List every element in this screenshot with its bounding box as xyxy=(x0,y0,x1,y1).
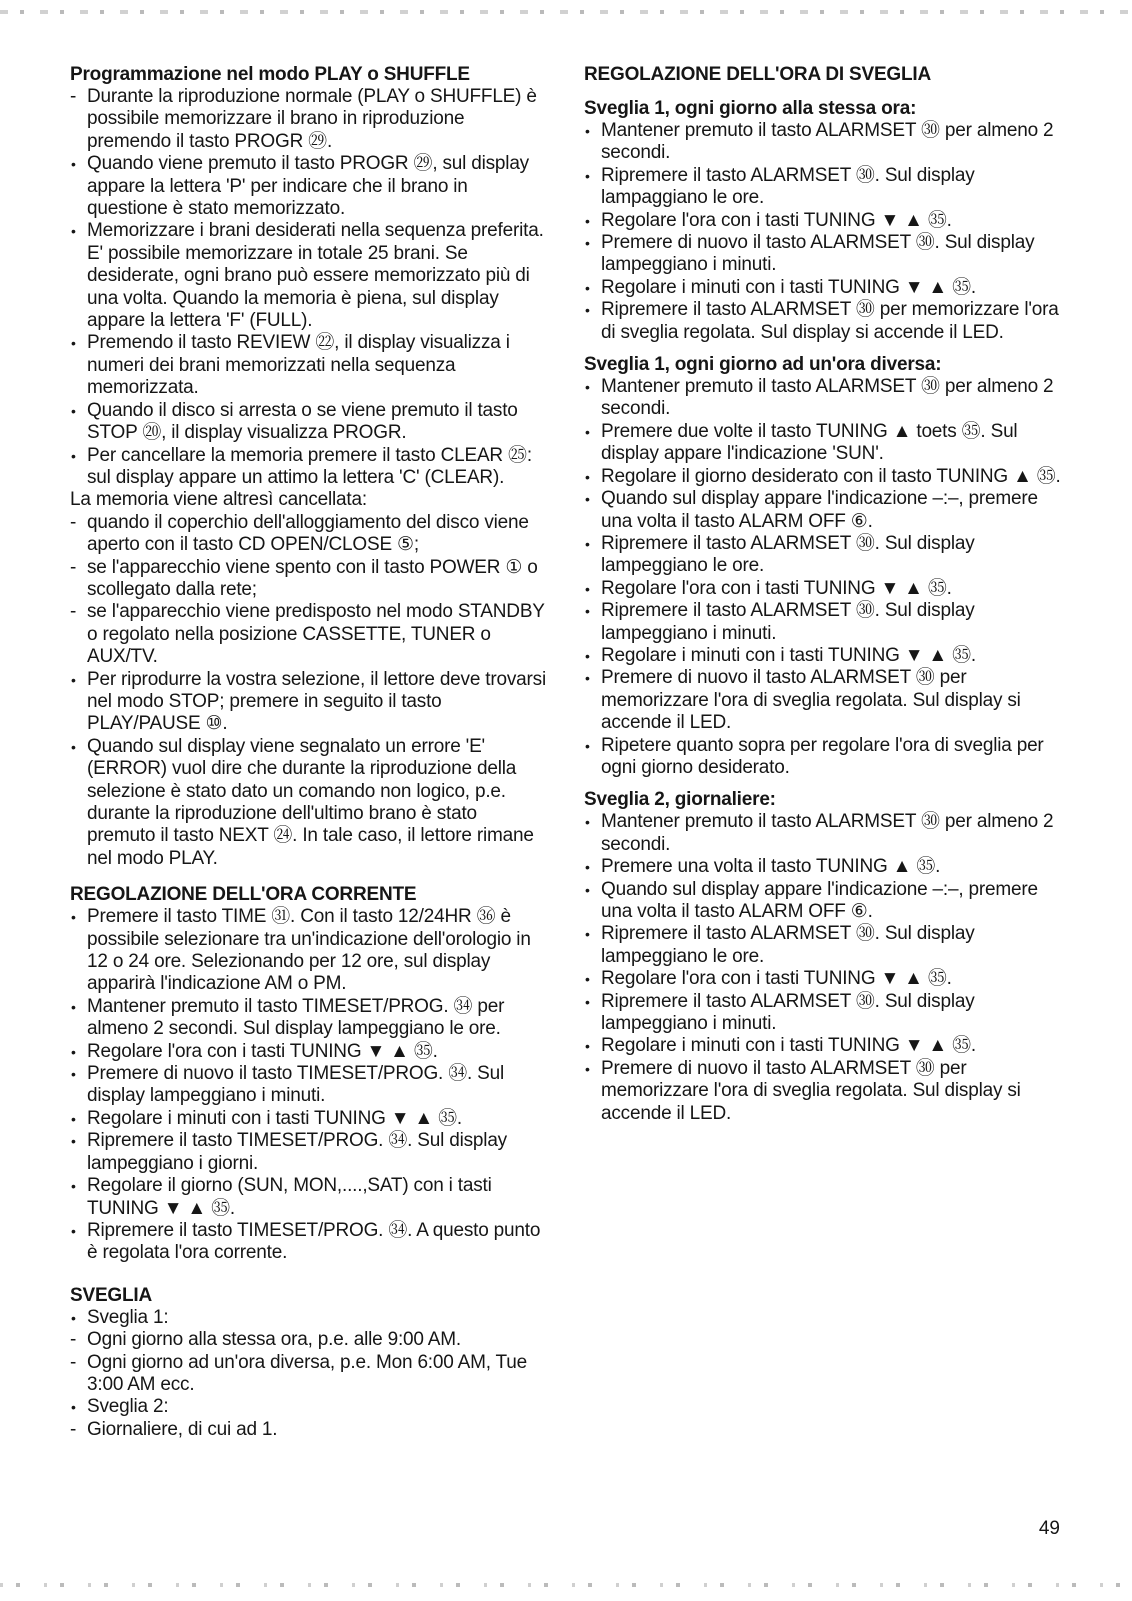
list-item-text: Premere di nuovo il tasto ALARMSET ㉚. Sul display lampeggiano i minuti. xyxy=(601,232,1035,276)
list-item-text: Ripremere il tasto ALARMSET ㉚. Sul display lampeggiano le ore. xyxy=(601,923,975,967)
left-column xyxy=(70,64,550,1441)
list-item-text: Ogni giorno alla stessa ora, p.e. alle 9:00 AM. xyxy=(87,1329,461,1351)
list-item-text: Regolare l'ora con i tasti TUNING ▼ ▲ ㉟. xyxy=(601,577,952,599)
list-item-text: Premere di nuovo il tasto ALARMSET ㉚ per memorizzare l'ora di sveglia regolata. Sul display si accende il LED. xyxy=(601,1057,1021,1124)
list-marker: • xyxy=(585,603,590,620)
list-item-text: Regolare l'ora con i tasti TUNING ▼ ▲ ㉟. xyxy=(601,209,952,231)
list-item-text: Quando sul display appare l'indicazione –:–, premere una volta il tasto ALARM OFF ⑥. xyxy=(601,878,1038,922)
list-marker: • xyxy=(71,1309,76,1326)
list-marker: • xyxy=(71,1043,76,1060)
list-item xyxy=(70,557,550,602)
list-item xyxy=(584,376,1066,421)
list-item-text: Regolare il giorno (SUN, MON,....,SAT) con i tasti TUNING ▼ ▲ ㉟. xyxy=(87,1175,492,1219)
list-item-text: Regolare i minuti con i tasti TUNING ▼ ▲ ㉟. xyxy=(87,1107,462,1129)
list-current-time xyxy=(70,906,550,1265)
list-item-text: Quando il disco si arresta o se viene premuto il tasto STOP ⑳, il display visualizza PROGR. xyxy=(87,399,518,444)
scan-artifact-bottom xyxy=(0,1583,1132,1587)
list-marker: • xyxy=(71,909,76,926)
list-item xyxy=(584,600,1066,645)
list-marker: • xyxy=(71,335,76,352)
list-item xyxy=(584,165,1066,210)
list-marker: - xyxy=(70,1329,77,1351)
list-item-text: Regolare il giorno desiderato con il tasto TUNING ▲ ㉟. xyxy=(601,465,1061,487)
list-marker: • xyxy=(71,1133,76,1150)
list-item xyxy=(584,120,1066,165)
list-item xyxy=(70,736,550,870)
list-item-text: Mantener premuto il tasto TIMESET/PROG. ㉞ per almeno 2 secondi. Sul display lampeggiano le ore. xyxy=(87,995,505,1040)
list-marker: • xyxy=(585,647,590,664)
list-marker: • xyxy=(71,223,76,240)
section-title-current-time: REGOLAZIONE DELL'ORA CORRENTE xyxy=(70,884,417,906)
list-item xyxy=(584,968,1066,990)
list-item xyxy=(584,856,1066,878)
subsection-title-alarm1-same: Sveglia 1, ogni giorno alla stessa ora: xyxy=(584,98,917,119)
list-alarm1-same xyxy=(584,120,1066,344)
list-item-text: Mantener premuto il tasto ALARMSET ㉚ per almeno 2 secondi. xyxy=(601,120,1054,164)
list-item-text: Quando sul display appare l'indicazione –:–, premere una volta il tasto ALARM OFF ⑥. xyxy=(601,488,1038,532)
list-item xyxy=(584,735,1066,780)
section-title-sveglia: SVEGLIA xyxy=(70,1284,153,1306)
list-item-text: Regolare i minuti con i tasti TUNING ▼ ▲ ㉟. xyxy=(601,644,976,666)
list-item-text: Premere una volta il tasto TUNING ▲ ㉟. xyxy=(601,856,941,878)
list-item xyxy=(70,1307,550,1329)
list-marker: • xyxy=(585,423,590,440)
list-item-text: Premere due volte il tasto TUNING ▲ toets ㉟. Sul display appare l'indicazione 'SUN'. xyxy=(601,420,1018,465)
list-item xyxy=(70,332,550,399)
list-item xyxy=(584,991,1066,1036)
list-marker: • xyxy=(585,971,590,988)
list-item xyxy=(70,86,550,153)
list-item-text: Ripetere quanto sopra per regolare l'ora di sveglia per ogni giorno desiderato. xyxy=(601,734,1044,778)
list-marker: - xyxy=(70,86,77,107)
list-item xyxy=(70,1419,550,1441)
list-item-text: quando il coperchio dell'alloggiamento del disco viene aperto con il tasto CD OPEN/CLOSE ⑤; xyxy=(87,511,529,556)
list-item-text: Premendo il tasto REVIEW ㉒, il display visualizza i numeri dei brani memorizzati nella sequenza memorizzata. xyxy=(87,332,510,399)
subsection-title-alarm2-daily: Sveglia 2, giornaliere: xyxy=(584,789,776,811)
list-item-text: Mantener premuto il tasto ALARMSET ㉚ per almeno 2 secondi. xyxy=(601,811,1054,855)
list-marker: - xyxy=(70,1418,77,1440)
list-item xyxy=(584,578,1066,600)
list-item xyxy=(584,667,1066,734)
list-item-text: Ripremere il tasto TIMESET/PROG. ㉞. Sul display lampeggiano i giorni. xyxy=(87,1130,507,1174)
list-marker: • xyxy=(71,156,76,173)
list-item-text: Quando viene premuto il tasto PROGR ㉙, sul display appare la lettera 'P' per indicare che il brano in questione è stato memorizzato. xyxy=(87,153,529,220)
list-item xyxy=(584,277,1066,299)
list-marker: • xyxy=(585,491,590,508)
list-alarm2-daily xyxy=(584,811,1066,1125)
list-item xyxy=(584,645,1066,667)
list-item-text: Quando sul display viene segnalato un errore 'E' (ERROR) vuol dire che durante la riproduzione della selezione è stato dato un comando non logico, p.e. durante la riproduzione dell'ultimo brano è stato premuto il tasto NEXT ㉔. In tale caso, il lettore rimane nel modo PLAY. xyxy=(87,735,534,869)
list-play-shuffle xyxy=(70,86,550,489)
list-item xyxy=(70,512,550,557)
list-item xyxy=(584,232,1066,277)
subsection-title-alarm1-different: Sveglia 1, ogni giorno ad un'ora diversa: xyxy=(584,354,942,376)
list-item-text: Premere di nuovo il tasto ALARMSET ㉚ per memorizzare l'ora di sveglia regolata. Sul display si accende il LED. xyxy=(601,667,1021,734)
list-marker: • xyxy=(71,738,76,755)
list-item xyxy=(584,421,1066,466)
list-marker: • xyxy=(585,993,590,1010)
list-item-text: Ogni giorno ad un'ora diversa, p.e. Mon 6:00 AM, Tue 3:00 AM ecc. xyxy=(87,1351,527,1395)
list-item xyxy=(70,153,550,220)
list-item xyxy=(70,1352,550,1397)
list-item-text: Giornaliere, di cui ad 1. xyxy=(87,1418,278,1440)
list-marker: • xyxy=(585,535,590,552)
scan-artifact-top xyxy=(0,10,1132,14)
list-marker: • xyxy=(71,998,76,1015)
list-marker: • xyxy=(585,859,590,876)
list-item-text: Ripremere il tasto TIMESET/PROG. ㉞. A questo punto è regolata l'ora corrente. xyxy=(87,1219,541,1264)
list-item xyxy=(584,923,1066,968)
list-marker: • xyxy=(585,737,590,754)
list-marker: - xyxy=(70,601,77,623)
list-marker: - xyxy=(70,1351,77,1373)
list-marker: • xyxy=(585,814,590,831)
list-item xyxy=(584,879,1066,924)
list-item-text: Regolare l'ora con i tasti TUNING ▼ ▲ ㉟. xyxy=(601,968,952,990)
list-item xyxy=(70,906,550,996)
list-item xyxy=(70,1175,550,1220)
list-item-text: se l'apparecchio viene spento con il tasto POWER ① o scollegato dalla rete; xyxy=(87,556,538,600)
section-title-alarm-time: REGOLAZIONE DELL'ORA DI SVEGLIA xyxy=(584,64,932,85)
list-item-text: Regolare i minuti con i tasti TUNING ▼ ▲ ㉟. xyxy=(601,1035,976,1057)
list-marker: • xyxy=(585,235,590,252)
list-item-text: Ripremere il tasto ALARMSET ㉚. Sul display lampeggiano i minuti. xyxy=(601,600,975,644)
list-item-text: Ripremere il tasto ALARMSET ㉚. Sul display lampeggiano le ore. xyxy=(601,532,975,577)
list-marker: • xyxy=(585,212,590,229)
list-item xyxy=(584,299,1066,344)
list-item-text: Regolare l'ora con i tasti TUNING ▼ ▲ ㉟. xyxy=(87,1040,438,1062)
list-item xyxy=(584,1035,1066,1057)
list-item xyxy=(70,1396,550,1418)
list-item-text: Sveglia 1: xyxy=(87,1306,169,1328)
list-item xyxy=(584,1058,1066,1125)
list-marker: - xyxy=(70,511,77,533)
list-marker: • xyxy=(71,1066,76,1083)
list-item xyxy=(70,1130,550,1175)
list-marker: • xyxy=(71,1178,76,1195)
list-marker: • xyxy=(585,167,590,184)
list-item-text: se l'apparecchio viene predisposto nel modo STANDBY o regolato nella posizione CASSETTE, TUNER o AUX/TV. xyxy=(87,601,545,668)
page-number: 49 xyxy=(1038,1518,1060,1539)
list-item-text: Premere il tasto TIME ㉛. Con il tasto 12/24HR ㊱ è possibile selezionare tra un'indicazione dell'orologio in 12 o 24 ore. Selezionando per 12 ore, sul display apparirà l'indicazione AM o PM. xyxy=(87,906,531,995)
list-marker: • xyxy=(71,1222,76,1239)
list-item xyxy=(584,210,1066,232)
list-item-text: Regolare i minuti con i tasti TUNING ▼ ▲ ㉟. xyxy=(601,276,976,298)
section-title-play-shuffle: Programmazione nel modo PLAY o SHUFFLE xyxy=(70,64,470,85)
list-marker: • xyxy=(585,302,590,319)
list-memory-cleared xyxy=(70,512,550,871)
list-marker: • xyxy=(71,447,76,464)
list-item-text: Ripremere il tasto ALARMSET ㉚. Sul display lampeggiano i minuti. xyxy=(601,990,975,1035)
list-item xyxy=(70,1041,550,1063)
list-marker: • xyxy=(585,379,590,396)
list-item-text: Per riprodurre la vostra selezione, il lettore deve trovarsi nel modo STOP; premere in seguito il tasto PLAY/PAUSE ⑩. xyxy=(87,668,546,735)
list-item xyxy=(70,601,550,668)
list-item xyxy=(70,400,550,445)
list-marker: • xyxy=(585,580,590,597)
list-marker: • xyxy=(585,881,590,898)
list-marker: • xyxy=(71,402,76,419)
list-marker: • xyxy=(585,123,590,139)
list-marker: • xyxy=(71,1399,76,1416)
list-marker: • xyxy=(585,279,590,296)
list-item-text: Ripremere il tasto ALARMSET ㉚. Sul display lampaggiano le ore. xyxy=(601,164,975,209)
list-item xyxy=(70,1220,550,1265)
list-item xyxy=(70,669,550,736)
list-item xyxy=(584,466,1066,488)
list-marker: • xyxy=(585,1060,590,1077)
list-item xyxy=(70,445,550,490)
list-marker: - xyxy=(70,556,77,578)
memory-note: La memoria viene altresì cancellata: xyxy=(70,489,367,511)
list-marker: • xyxy=(71,1110,76,1127)
list-marker: • xyxy=(71,671,76,688)
list-item xyxy=(70,996,550,1041)
list-marker: • xyxy=(585,1038,590,1055)
list-item xyxy=(70,1108,550,1130)
list-alarm1-different xyxy=(584,376,1066,779)
list-item-text: Ripremere il tasto ALARMSET ㉚ per memorizzare l'ora di sveglia regolata. Sul display si accende il LED. xyxy=(601,299,1059,343)
list-marker: • xyxy=(585,670,590,687)
list-item xyxy=(584,488,1066,533)
list-item-text: Durante la riproduzione normale (PLAY o SHUFFLE) è possibile memorizzare il brano in riproduzione premendo il tasto PROGR ㉙. xyxy=(87,86,537,152)
list-sveglia xyxy=(70,1307,550,1441)
list-item-text: Mantener premuto il tasto ALARMSET ㉚ per almeno 2 secondi. xyxy=(601,376,1054,420)
list-item xyxy=(70,220,550,332)
list-item xyxy=(70,1063,550,1108)
list-marker: • xyxy=(585,468,590,485)
list-item-text: Per cancellare la memoria premere il tasto CLEAR ㉕: sul display appare un attimo la lettera 'C' (CLEAR). xyxy=(87,444,532,488)
list-item xyxy=(584,811,1066,856)
list-marker: • xyxy=(585,926,590,943)
list-item-text: Memorizzare i brani desiderati nella sequenza preferita. E' possibile memorizzare in totale 25 brani. Se desiderate, ogni brano può essere memorizzato più di una volta. Quando la memoria è piena, sul display appare la lettera 'F' (FULL). xyxy=(87,220,544,332)
list-item xyxy=(70,1329,550,1351)
right-column xyxy=(584,64,1066,1125)
list-item-text: Premere di nuovo il tasto TIMESET/PROG. ㉞. Sul display lampeggiano i minuti. xyxy=(87,1063,505,1107)
list-item xyxy=(584,533,1066,578)
list-item-text: Sveglia 2: xyxy=(87,1396,169,1418)
